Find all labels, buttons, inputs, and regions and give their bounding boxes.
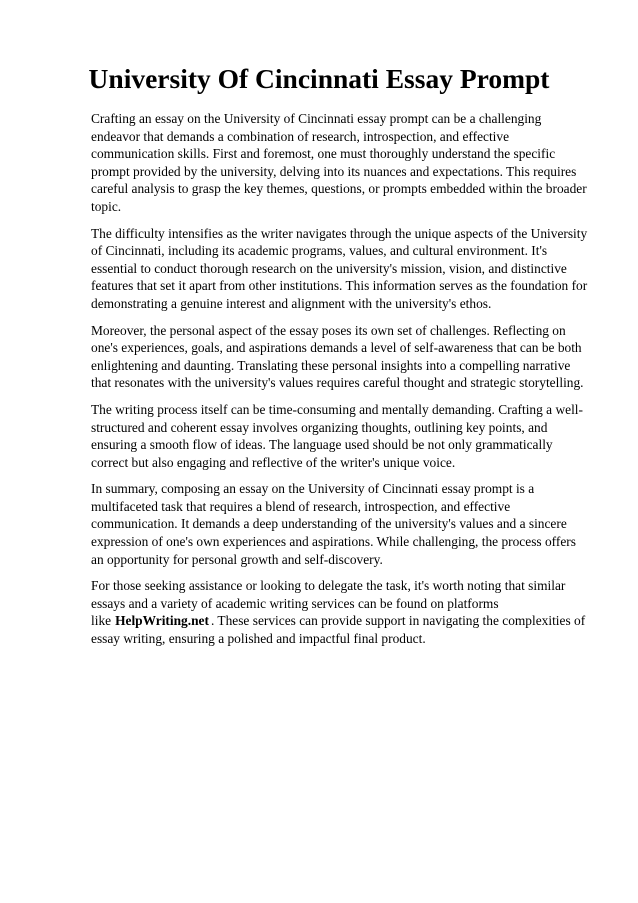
document-title: University Of Cincinnati Essay Prompt [88,63,550,94]
paragraph-5: In summary, composing an essay on the University of Cincinnati essay prompt is a multifaceted task that requires a blend of research, introspection, and effective communication. It demands a deep understanding of the university's values and a sincere expression of one's own experiences and aspirations. While challenging, the process offers an opportunity for personal growth and self-discovery. [91,481,576,567]
closing-text-before: For those seeking assistance or looking to delegate the task, it's worth noting that similar essays and a variety of academic writing services can be found on platforms like [91,578,566,629]
paragraph-4: The writing process itself can be time-consuming and mentally demanding. Crafting a well-structured and coherent essay involves organizing thoughts, outlining key points, and ensuring a smooth flow of ideas. The language used should be not only grammatically correct but also engaging and reflective of the writer's unique voice. [91,401,583,470]
brand-link[interactable]: HelpWriting.net [115,613,209,629]
closing-paragraph [91,577,590,647]
paragraph-2: The difficulty intensifies as the writer navigates through the unique aspects of the University of Cincinnati, including its academic programs, values, and cultural environment. It's essential to conduct thorough research on the university's mission, vision, and distinctive features that set it apart from other institutions. This information serves as the foundation for demonstrating a genuine interest and alignment with the university's ethos. [91,225,588,311]
closing-text-after: . These services can provide support in navigating the complexities of essay writing, ensuring a polished and impactful final product. [91,613,586,647]
paragraph-3: Moreover, the personal aspect of the essay poses its own set of challenges. Reflecting on one's experiences, goals, and aspirations demands a level of self-awareness that can be both enlightening and daunting. Translating these personal insights into a compelling narrative that resonates with the university's values requires careful thought and strategic storytelling. [91,322,584,391]
paragraph-1: Crafting an essay on the University of Cincinnati essay prompt can be a challenging endeavor that demands a combination of research, introspection, and effective communication skills. First and foremost, one must thoroughly understand the specific prompt provided by the university, delving into its nuances and expectations. This requires careful analysis to grasp the key themes, questions, or prompts embedded within the broader topic. [91,111,587,214]
